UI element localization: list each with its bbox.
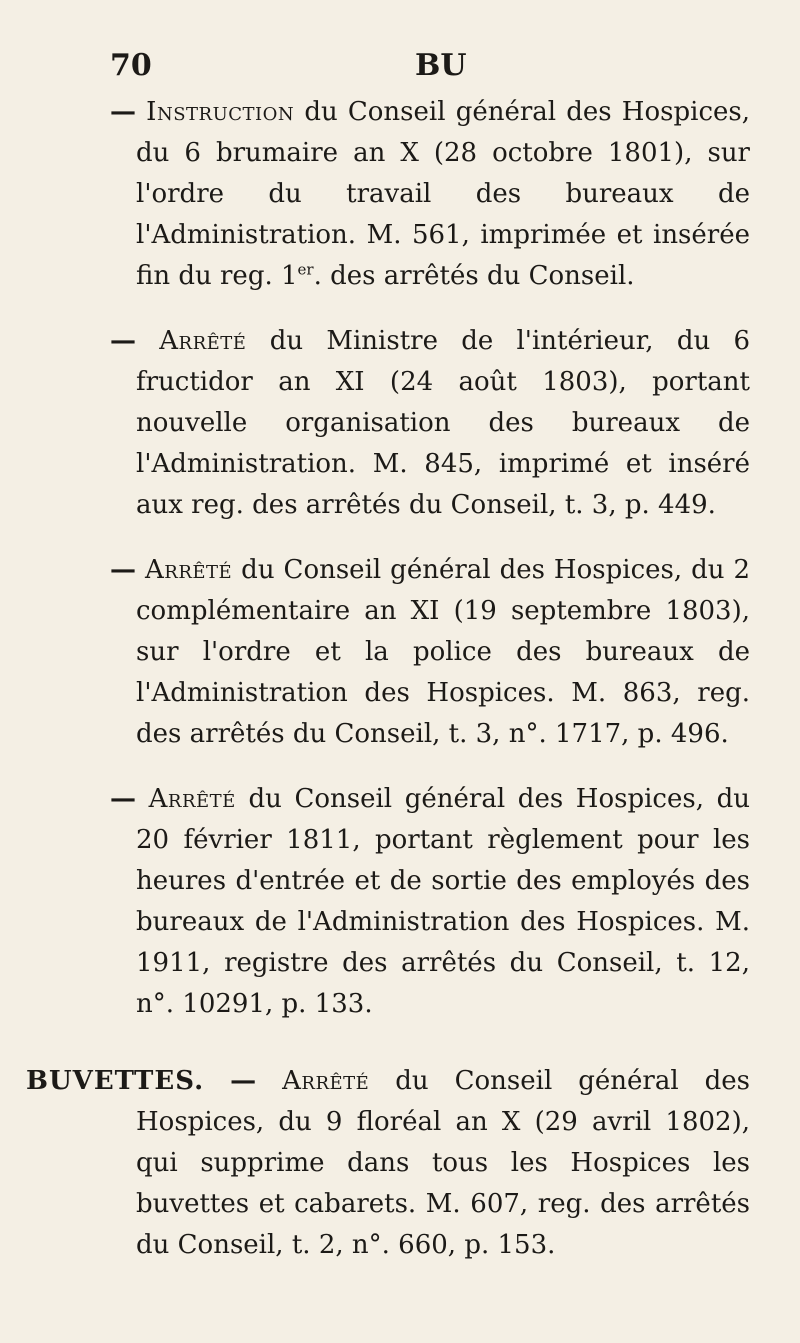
running-head xyxy=(110,48,750,88)
entry-text: du Conseil général des Hospices, du 9 floréal an X (29 avril 1802), qui supprime dans tous les Hospices les buvettes et cabarets. M. 607, reg. des arrêtés du Conseil, t. 2, n°. 660, p. 153. xyxy=(136,1066,751,1260)
rubric-word: BUVETTES. xyxy=(26,1066,205,1096)
entry-heading: Arrêté xyxy=(159,326,247,356)
entry-text: du Ministre de l'intérieur, du 6 fructidor an XI (24 août 1803), portant nouvelle organisation des bureaux de l'Administration. M. 845, imprimé et inséré aux reg. des arrêtés du Conseil, t. 3, p. 449. xyxy=(136,326,751,520)
entry-list xyxy=(26,92,751,1290)
entry-heading: Instruction xyxy=(146,97,295,127)
entry-buvettes xyxy=(26,1061,750,1266)
entry-arrete-1811 xyxy=(110,779,750,1025)
entry-text: du Conseil général des Hospices, du 2 complémentaire an XI (19 septembre 1803), sur l'ordre et la police des bureaux de l'Administration des Hospices. M. 863, reg. des arrêtés du Conseil, t. 3, n°. 1717, p. 496. xyxy=(136,555,751,749)
page-number: 70 xyxy=(110,48,152,83)
entry-instruction xyxy=(110,92,750,297)
entry-heading: Arrêté xyxy=(148,784,236,814)
entry-heading: Arrêté xyxy=(145,555,233,585)
entry-dash: — xyxy=(110,555,136,585)
entry-text: du Conseil général des Hospices, du 6 brumaire an X (28 octobre 1801), sur l'ordre du travail des bureaux de l'Administration. M. 561, imprimée et insérée fin du reg. 1 xyxy=(136,97,750,291)
entry-dash: — xyxy=(230,1066,257,1096)
entry-dash: — xyxy=(110,326,136,356)
entry-text-end: . des arrêtés du Conseil. xyxy=(313,261,635,291)
entry-dash: — xyxy=(110,784,136,814)
entry-arrete-complementaire xyxy=(110,550,750,755)
entry-dash: — xyxy=(110,97,136,127)
section-head: BU xyxy=(415,48,467,83)
entry-text: du Conseil général des Hospices, du 20 février 1811, portant règlement pour les heures d'entrée et de sortie des employés des bureaux de l'Administration des Hospices. M. 1911, registre des arrêtés du Conseil, t. 12, n°. 10291, p. 133. xyxy=(136,784,751,1019)
entry-arrete-ministre xyxy=(110,321,750,526)
entry-superscript: er xyxy=(297,260,314,279)
entry-heading: Arrêté xyxy=(282,1066,370,1096)
